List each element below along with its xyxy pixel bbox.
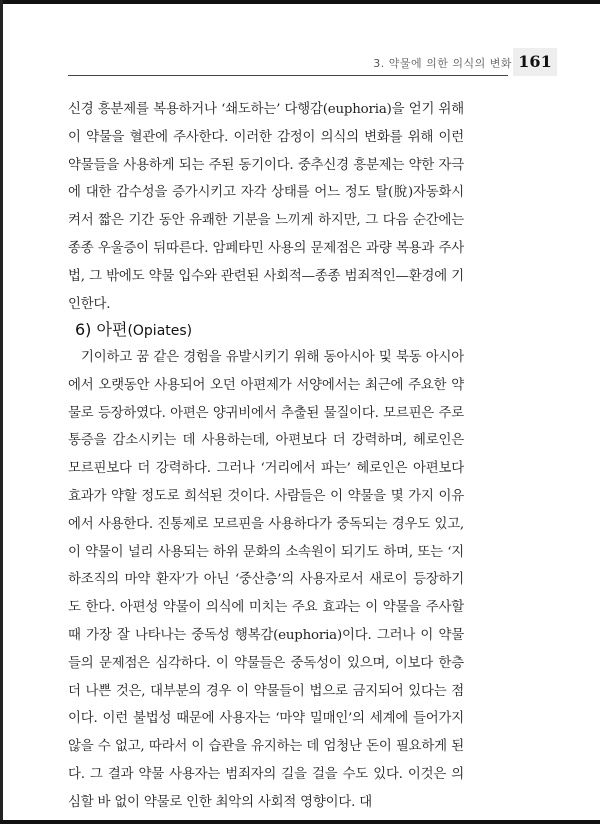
page-bottom-border (0, 820, 600, 824)
running-header: 3. 약물에 의한 의식의 변화 (373, 57, 512, 70)
page-left-border (0, 0, 3, 824)
section-heading (75, 317, 192, 340)
body-paragraph-2: 기이하고 꿈 같은 경험을 유발시키기 위해 동아시아 및 북동 아시아에서 오랫동안 사용되어 오던 아편제가 서양에서는 최근에 주요한 약물로 등장하였다. 아편은 양귀비에서 추출된 물질이다. 모르핀은 주로 통증을 감소시키는 데 사용하는데, 아편보다 더 강력하며, 헤로인은 모르핀보다 더 강력하다. 그러나 ‘거리에서 파는’ 헤로인은 아편보다 효과가 약할 정도로 희석된 것이다. 사람들은 이 약물을 몇 가지 이유에서 사용한다. 진통제로 모르핀을 사용하다가 중독되는 경우도 있고, 이 약물이 널리 사용되는 하위 문화의 소속원이 되기도 하며, 또는 ‘지하조직의 마약 환자’가 아닌 ‘중산층’의 사용자로서 새로이 등장하기도 한다. 아편성 약물이 의식에 미치는 주요 효과는 이 약물을 주사할 때 가장 잘 나타나는 중독성 행복감(euphoria)이다. 그러나 이 약물들의 문제점은 심각하다. 이 약물들은 중독성이 있으며, 이보다 한층 더 나쁜 것은, 대부분의 경우 이 약물들이 법으로 금지되어 있다는 점이다. 이런 불법성 때문에 사용자는 ‘마약 밀매인’의 세계에 들어가지 않을 수 없고, 따라서 이 습관을 유지하는 데 엄청난 돈이 필요하게 된다. 그 결과 약물 사용자는 범죄자의 길을 걸을 수도 있다. 이것은 의심할 바 없이 약물로 인한 최악의 사회적 영향이다. 대 (68, 350, 464, 810)
section-title: 아편 (96, 320, 128, 339)
section-number: 6) (75, 320, 92, 339)
body-paragraph-1: 신경 흥분제를 복용하거나 ‘쇄도하는’ 다행감(euphoria)을 얻기 위해 이 약물을 혈관에 주사한다. 이러한 감정이 의식의 변화를 위해 이런 약물들을 사용하게 되는 주된 동기이다. 중추신경 흥분제는 약한 자극에 대한 감수성을 증가시키고 자각 상태를 어느 정도 탈(脫)자동화시켜서 짧은 기간 동안 유쾌한 기분을 느끼게 하지만, 그 다음 순간에는 종종 우울증이 뒤따른다. 암페타민 사용의 문제점은 과량 복용과 주사법, 그 밖에도 약물 입수와 관련된 사회적—종종 범죄적인—환경에 기인한다. (68, 102, 464, 312)
page-top-border (0, 0, 600, 4)
section-title-english: (Opiates) (127, 323, 193, 339)
page-number: 161 (513, 48, 557, 76)
header-rule (68, 75, 508, 76)
